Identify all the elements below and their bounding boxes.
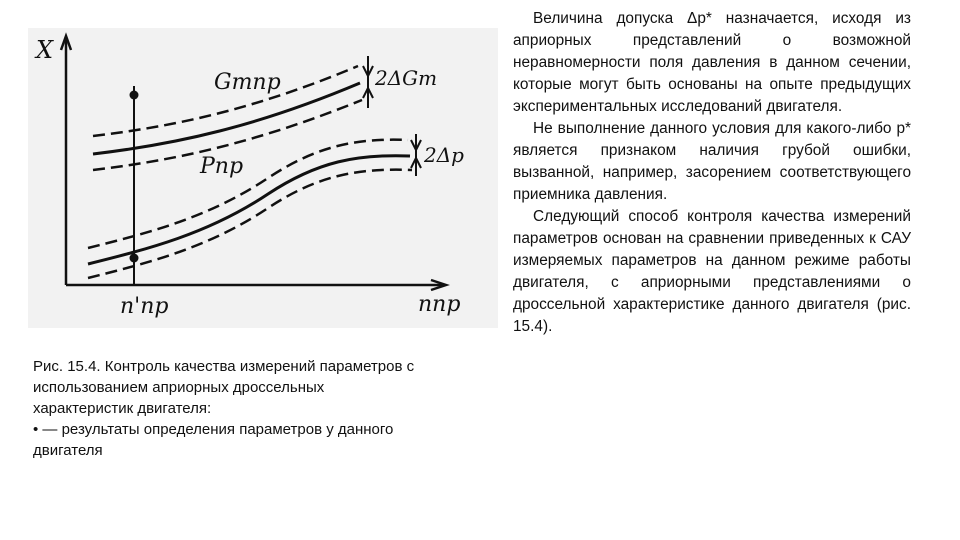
tol-lower-label: 2Δp (424, 143, 464, 167)
figure-graph (28, 28, 498, 328)
curve-lower-band-top (88, 140, 408, 248)
caption-line: характеристик двигателя: (33, 400, 212, 417)
caption-line: двигателя (33, 442, 103, 459)
curve-lower-label: Pпр (200, 154, 244, 179)
y-axis-label: X (36, 36, 54, 64)
body-text (513, 8, 911, 338)
x-tick-label: n'пр (120, 294, 169, 319)
curve-upper-label: Gmпр (214, 70, 281, 95)
paragraph-control-method: Следующий способ контроля качества измерений параметров основан на сравнении приведенных к САУ измеряемых параметров на данном режиме работы двигателя, с априорными представлениями о дроссельной характеристике данного двигателя (рис. 15.4). (513, 208, 911, 335)
measured-point-upper (130, 91, 139, 100)
paragraph-tolerance: Величина допуска Δр* назначается, исходя из априорных представлений о возможной неравномерности поля давления в данном сечении, которые могут быть основаны на опыте предыдущих экспериментальных исследований двигателя. (513, 10, 911, 115)
tol-upper-label: 2ΔGm (375, 66, 438, 90)
curve-lower-band-bottom (88, 170, 412, 278)
caption-line: использованием априорных дроссельных (33, 379, 325, 396)
caption-line: Рис. 15.4. Контроль качества измерений параметров с (33, 358, 415, 375)
measured-point-lower (130, 254, 139, 263)
x-axis-label: nпр (418, 292, 461, 317)
paragraph-gross-error: Не выполнение данного условия для какого-либо р* является признаком наличия грубой ошибки, вызванной, например, засорением соответствующего приемника давления. (513, 120, 911, 203)
figure-caption (33, 356, 503, 461)
caption-line: • — результаты определения параметров у данного (33, 421, 394, 438)
